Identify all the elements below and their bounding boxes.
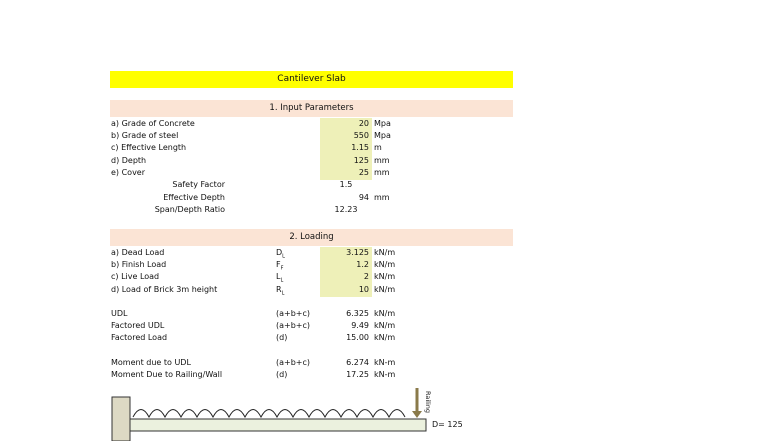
input-label: e) Cover bbox=[111, 168, 146, 177]
load-value[interactable]: 10 bbox=[358, 285, 369, 294]
slab bbox=[130, 419, 426, 431]
moment-value: 17.25 bbox=[346, 370, 369, 379]
udl-unit: kN/m bbox=[374, 333, 396, 342]
input-label: c) Effective Length bbox=[111, 143, 187, 152]
moment-ref: (d) bbox=[276, 370, 288, 379]
depth-label: D= 125 bbox=[432, 420, 463, 429]
udl-ref: (d) bbox=[276, 333, 288, 342]
input-unit: mm bbox=[374, 168, 390, 177]
derived-label: Safety Factor bbox=[172, 180, 225, 189]
input-value[interactable]: 1.15 bbox=[351, 143, 369, 152]
udl-label: UDL bbox=[111, 309, 128, 318]
udl-label: Factored Load bbox=[111, 333, 168, 342]
load-symbol: $L_L$ bbox=[276, 272, 284, 284]
udl-value: 9.49 bbox=[351, 321, 369, 330]
railing-arrow-head bbox=[412, 411, 422, 418]
load-symbol: $D_L$ bbox=[276, 248, 285, 260]
udl-wave bbox=[133, 410, 405, 418]
load-value[interactable]: 3.125 bbox=[346, 248, 369, 257]
moment-ref: (a+b+c) bbox=[276, 358, 311, 367]
load-value[interactable]: 1.2 bbox=[356, 260, 369, 269]
load-label: c) Live Load bbox=[111, 272, 160, 281]
railing-label: Railing bbox=[424, 391, 432, 414]
derived-label: Span/Depth Ratio bbox=[154, 205, 225, 214]
load-label: d) Load of Brick 3m height bbox=[111, 285, 218, 294]
section-loading-heading: 2. Loading bbox=[110, 229, 513, 246]
load-label: b) Finish Load bbox=[111, 260, 167, 269]
udl-ref: (a+b+c) bbox=[276, 309, 311, 318]
input-label: d) Depth bbox=[111, 156, 147, 165]
load-label: a) Dead Load bbox=[111, 248, 165, 257]
input-unit: mm bbox=[374, 156, 390, 165]
section-input-parameters-heading: 1. Input Parameters bbox=[110, 100, 513, 117]
load-unit: kN/m bbox=[374, 285, 396, 294]
input-value[interactable]: 25 bbox=[358, 168, 369, 177]
derived-label: Effective Depth bbox=[163, 193, 225, 202]
moment-label: Moment due to UDL bbox=[111, 358, 191, 367]
input-label: b) Grade of steel bbox=[111, 131, 179, 140]
input-unit: Mpa bbox=[374, 119, 391, 128]
udl-unit: kN/m bbox=[374, 321, 396, 330]
moment-label: Moment Due to Railing/Wall bbox=[111, 370, 223, 379]
load-unit: kN/m bbox=[374, 248, 396, 257]
moment-value: 6.274 bbox=[346, 358, 369, 367]
load-symbol: $R_L$ bbox=[276, 285, 285, 297]
derived-unit: mm bbox=[374, 193, 390, 202]
page-title: Cantilever Slab bbox=[110, 71, 513, 88]
udl-unit: kN/m bbox=[374, 309, 396, 318]
input-label: a) Grade of Concrete bbox=[111, 119, 195, 128]
derived-value: 12.23 bbox=[334, 205, 358, 214]
load-symbol: $F_F$ bbox=[276, 260, 284, 272]
moment-unit: kN-m bbox=[374, 370, 396, 379]
udl-ref: (a+b+c) bbox=[276, 321, 311, 330]
udl-value: 6.325 bbox=[346, 309, 369, 318]
input-value[interactable]: 125 bbox=[353, 156, 369, 165]
udl-label: Factored UDL bbox=[111, 321, 165, 330]
input-unit: m bbox=[374, 143, 382, 152]
derived-value: 94 bbox=[358, 193, 369, 202]
moment-unit: kN-m bbox=[374, 358, 396, 367]
udl-value: 15.00 bbox=[346, 333, 369, 342]
derived-value: 1.5 bbox=[339, 180, 353, 189]
load-unit: kN/m bbox=[374, 272, 396, 281]
input-unit: Mpa bbox=[374, 131, 391, 140]
input-value[interactable]: 550 bbox=[353, 131, 369, 140]
support-wall bbox=[112, 397, 130, 441]
input-value[interactable]: 20 bbox=[358, 119, 369, 128]
load-value[interactable]: 2 bbox=[363, 272, 369, 281]
load-unit: kN/m bbox=[374, 260, 396, 269]
